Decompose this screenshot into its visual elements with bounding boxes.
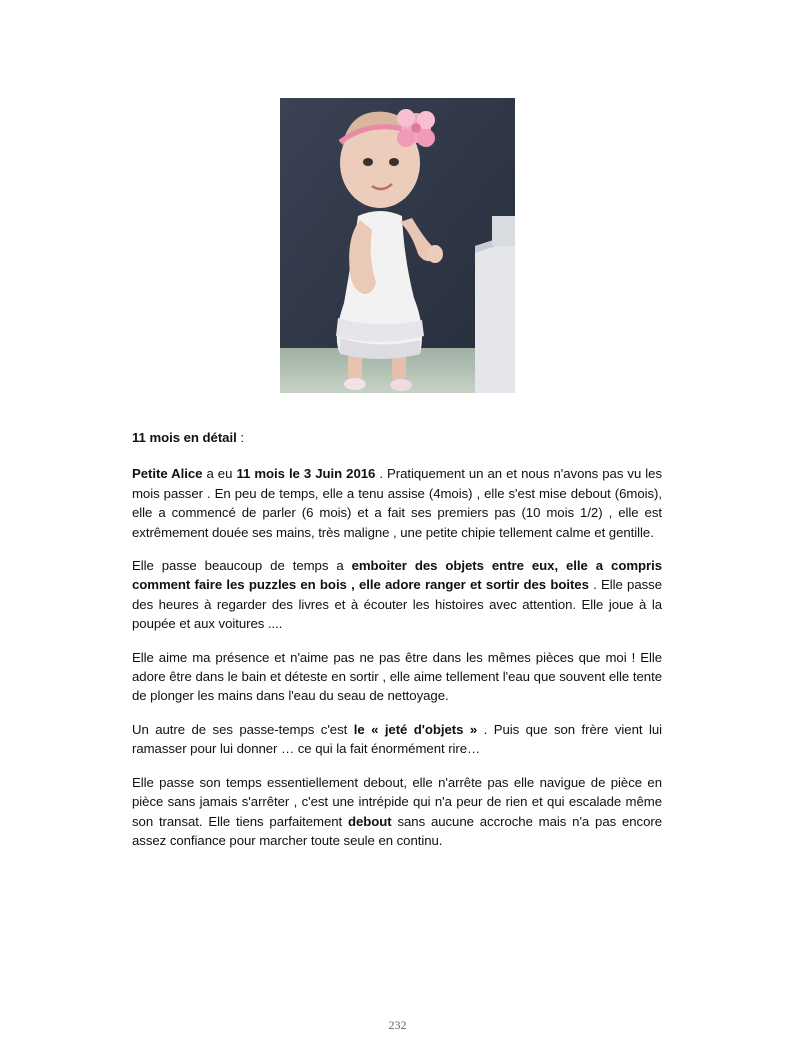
p4-text-1: Un autre de ses passe-temps c'est: [132, 721, 354, 737]
baby-photo-illustration: [280, 98, 515, 393]
p1-bold-date: 11 mois le 3 Juin 2016: [236, 466, 376, 482]
paragraph-1: [132, 464, 662, 542]
p1-text-2: . Pratiquement un an et nous n'avons pas vu les mois passer . En peu de temps, elle a tenu assise (4mois) , elle s'est mise debout (6mois), elle a commencé de parler (6 mois) et a fait ses premiers pas (10 mois 1/2) , elle est extrêmement douée ses mains, très maligne , une petite chipie tellement calme et gentille.: [132, 466, 662, 540]
heading-bold-text: 11 mois en détail: [132, 430, 237, 445]
p5-text-2: sans aucune accroche mais n'a pas encore assez confiance pour marcher toute seule en continu.: [132, 813, 662, 848]
p2-text-1: Elle passe beaucoup de temps a: [132, 558, 352, 574]
article-body: [132, 428, 662, 864]
left-eye: [363, 158, 373, 166]
p5-text-1: Elle passe son temps essentiellement debout, elle n'arrête pas elle navigue de pièce en pièce sans jamais s'arrêter , c'est une intrépide qui n'a peur de rien et qui escalade même son transat. Elle tiens parfaitement: [132, 774, 662, 829]
section-heading: [132, 428, 662, 447]
cabinet-top: [492, 216, 515, 246]
right-shoe: [390, 379, 412, 391]
cabinet: [475, 233, 515, 393]
p5-bold-standing: debout: [347, 813, 392, 829]
p4-text-2: . Puis que son frère vient lui ramasser pour lui donner … ce qui la fait énormément rire…: [132, 721, 662, 757]
p1-text-1: a eu: [202, 466, 237, 482]
left-shoe: [344, 378, 366, 390]
p1-bold-name: Petite Alice: [132, 466, 203, 482]
paragraph-3: [132, 648, 662, 706]
p2-bold-activities: emboiter des objets entre eux, elle a compris comment faire les puzzles en bois , elle adore ranger et sortir des boites: [132, 558, 662, 593]
right-hand: [427, 245, 443, 263]
heading-colon: :: [236, 430, 244, 445]
p3-text-1: Elle aime ma présence et n'aime pas ne pas être dans les mêmes pièces que moi ! Elle adore être dans le bain et déteste en sortir , elle aime tellement l'eau que souvent elle tente de plonger les mains dans l'eau du seau de nettoyage.: [132, 649, 662, 704]
pink-flower: [397, 109, 435, 147]
paragraph-2: [132, 556, 662, 634]
baby-photo: [280, 98, 515, 393]
paragraph-5: [132, 773, 662, 851]
right-eye: [389, 158, 399, 166]
p4-bold-game: le « jeté d'objets »: [353, 721, 478, 737]
page-number: 232: [388, 1018, 407, 1032]
p2-text-2: . Elle passe des heures à regarder des livres et à écouter les histoires avec attention. Elle joue à la poupée et aux voitures ....: [132, 577, 662, 632]
paragraph-4: [132, 720, 662, 759]
